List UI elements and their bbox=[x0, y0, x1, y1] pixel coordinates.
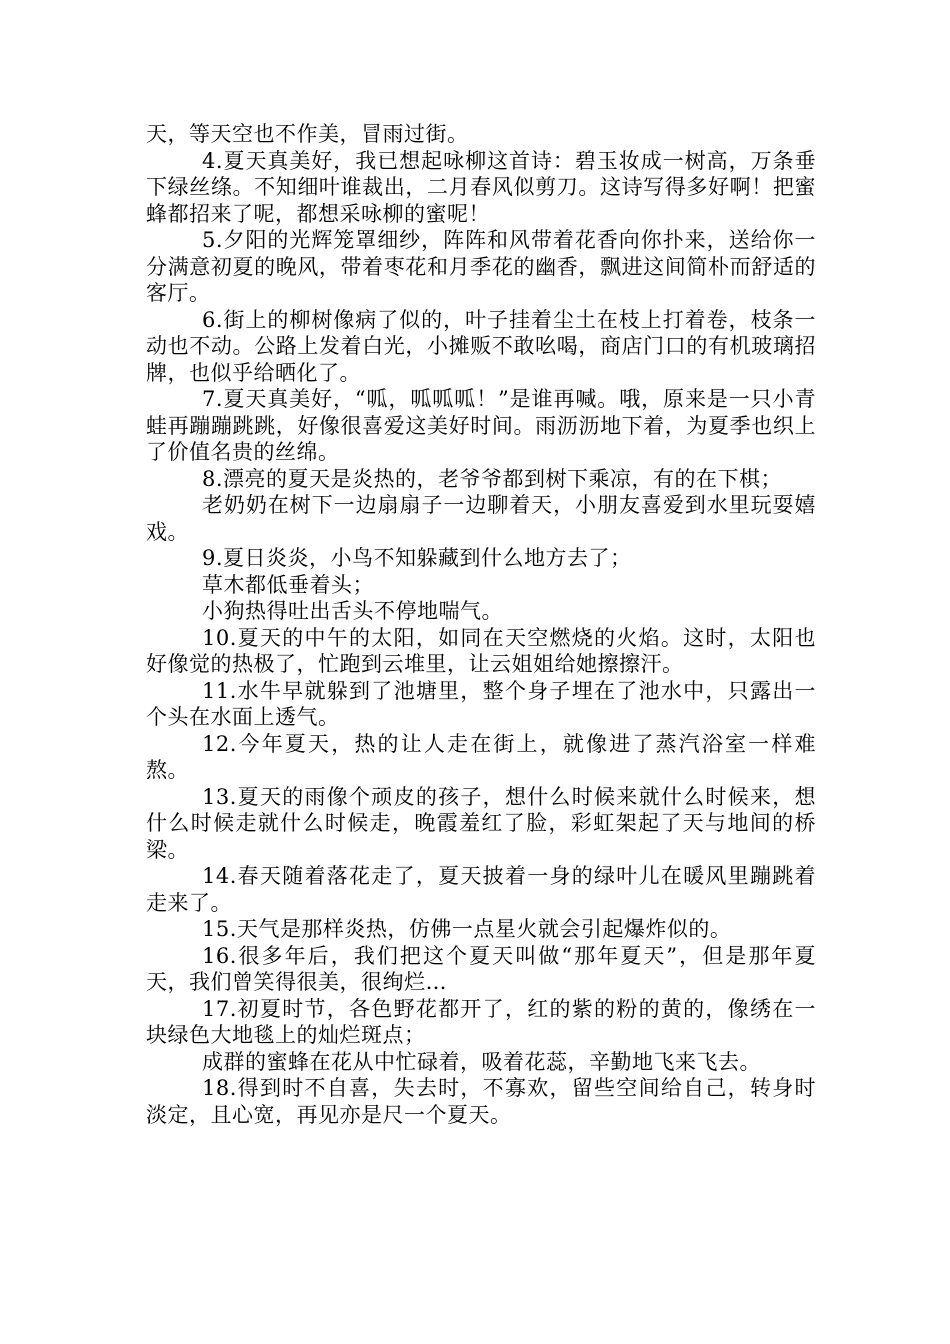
paragraph: 15.天气是那样炎热，仿佛一点星火就会引起爆炸似的。 bbox=[202, 917, 732, 941]
paragraph: 9.夏日炎炎，小鸟不知躲藏到什么地方去了； bbox=[202, 546, 632, 570]
paragraph: 13.夏天的雨像个顽皮的孩子，想什么时候来就什么时候来，想什么时候走就什么时候走，晚霞羞红了脸，彩虹架起了天与地间的桥梁。 bbox=[146, 784, 816, 862]
paragraph: 8.漂亮的夏天是炎热的，老爷爷都到树下乘凉，有的在下棋； bbox=[202, 466, 783, 491]
paragraph: 7.夏天真美好，“呱，呱呱呱！”是谁再喊。哦，原来是一只小青蛙再蹦蹦跳跳，好像很喜爱这美好时间。雨沥沥地下着，为夏季也织上了价值名贵的丝绵。 bbox=[146, 387, 816, 464]
paragraph: 18.得到时不自喜，失去时，不寡欢，留些空间给自己，转身时淡定，且心宽，再见亦是尺一个夏天。 bbox=[146, 1076, 816, 1127]
paragraph: 16.很多年后，我们把这个夏天叫做“那年夏天”，但是那年夏天，我们曾笑得很美，很绚烂… bbox=[146, 943, 816, 994]
paragraph: 老奶奶在树下一边扇扇子一边聊着天，小朋友喜爱到水里玩耍嬉戏。 bbox=[146, 493, 816, 544]
paragraph: 天，等天空也不作美，冒雨过街。 bbox=[146, 122, 469, 146]
paragraph: 草木都低垂着头； bbox=[202, 572, 374, 597]
paragraph: 成群的蜜蜂在花从中忙碌着，吸着花蕊，辛勤地飞来飞去。 bbox=[202, 1049, 761, 1074]
paragraph: 小狗热得吐出舌头不停地喘气。 bbox=[202, 599, 503, 623]
paragraph: 5.夕阳的光辉笼罩细纱，阵阵和风带着花香向你扑来，送给你一分满意初夏的晚风，带着枣花和月季花的幽香，飘进这间简朴而舒适的客厅。 bbox=[146, 228, 816, 305]
paragraph: 11.水牛早就躲到了池塘里，整个身子埋在了池水中，只露出一个头在水面上透气。 bbox=[146, 678, 816, 729]
paragraph: 6.街上的柳树像病了似的，叶子挂着尘土在枝上打着卷，枝条一动也不动。公路上发着白光，小摊贩不敢吆喝，商店门口的有机玻璃招牌，也似乎给晒化了。 bbox=[146, 307, 816, 385]
paragraph: 12.今年夏天，热的让人走在街上，就像进了蒸汽浴室一样难熬。 bbox=[146, 731, 816, 782]
paragraph: 17.初夏时节，各色野花都开了，红的紫的粉的黄的，像绣在一块绿色大地毯上的灿烂斑点； bbox=[146, 996, 816, 1047]
paragraph: 14.春天随着落花走了，夏天披着一身的绿叶儿在暖风里蹦跳着走来了。 bbox=[146, 864, 816, 915]
paragraph: 4.夏天真美好，我已想起咏柳这首诗：碧玉妆成一树高，万条垂下绿丝绦。不知细叶谁裁出，二月春风似剪刀。这诗写得多好啊！把蜜蜂都招来了呢，都想采咏柳的蜜呢！ bbox=[146, 148, 816, 226]
paragraph: 10.夏天的中午的太阳，如同在天空燃烧的火焰。这时，太阳也好像觉的热极了，忙跑到云堆里，让云姐姐给她擦擦汗。 bbox=[146, 625, 816, 676]
document-body bbox=[146, 121, 816, 1128]
